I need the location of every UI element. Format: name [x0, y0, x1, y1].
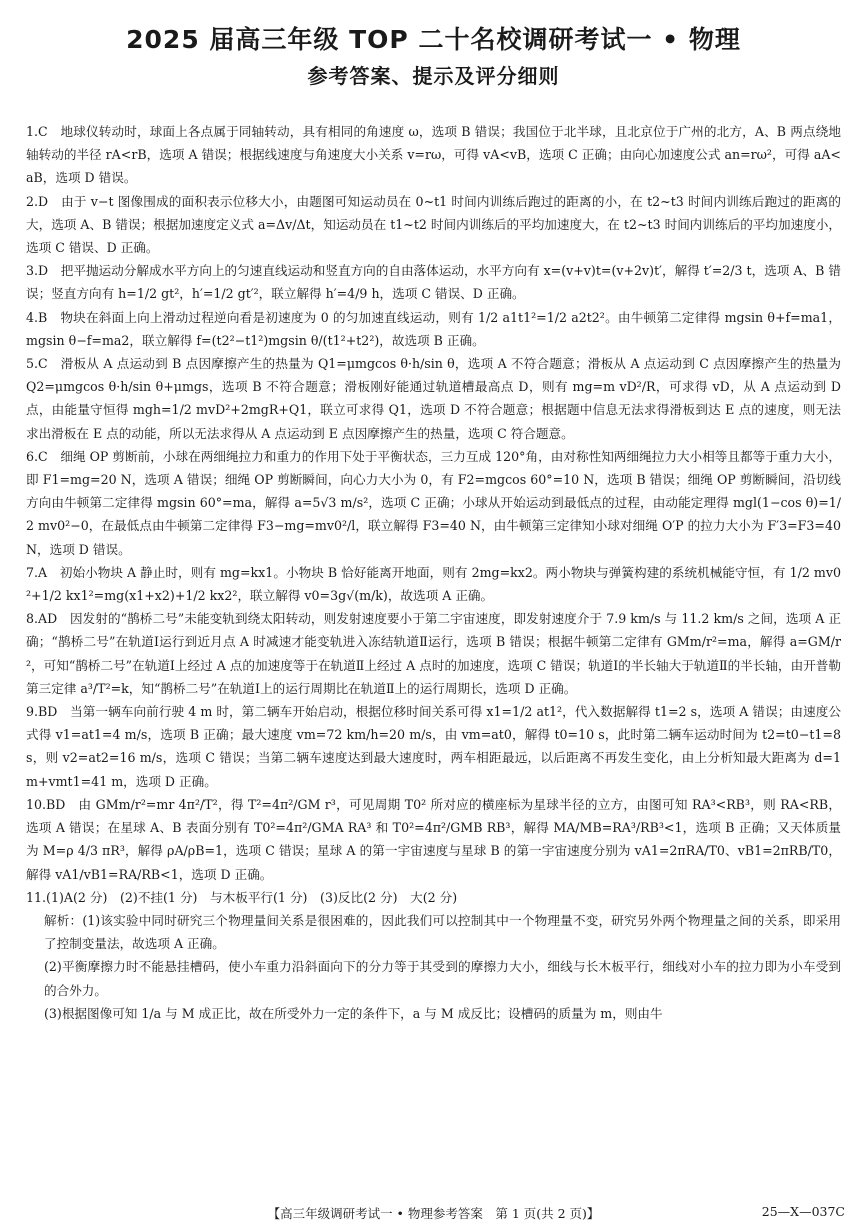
- item-number: 10.: [26, 796, 47, 812]
- item-answer: C: [38, 448, 48, 464]
- answer-item-1: [26, 120, 841, 190]
- item-number: 7.: [26, 564, 39, 580]
- answer-item-4: [26, 306, 841, 352]
- item-explanation: 地球仪转动时，球面上各点属于同轴转动，具有相同的角速度 ω，选项 B 错误；我国位于北半球，且北京位于广州的北方，A、B 两点绕地轴转动的半径 rA<rB，选项 A 错误；根据线速度与角速度大小关系 v=rω，可得 vA<vB，选项 C 正确；由向心加速度公式 an=rω²，可得 aA<aB，选项 D 错误。: [26, 124, 841, 186]
- answer-item-10: [26, 793, 841, 886]
- item-answer: B: [38, 309, 48, 325]
- item-number: 2.: [26, 193, 39, 209]
- answer-item-3: [26, 259, 841, 305]
- item-number: 4.: [26, 309, 39, 325]
- item-number: 5.: [26, 356, 39, 372]
- answer-item-9: [26, 700, 841, 793]
- item-11-analysis-3: (3)根据图像可知 1/a 与 M 成正比，故在所受外力一定的条件下，a 与 M 成反比；设槽码的质量为 m，则由牛: [44, 1005, 663, 1021]
- item-number: 9.: [26, 704, 39, 720]
- item-explanation: 初始小物块 A 静止时，则有 mg=kx1。小物块 B 恰好能离开地面，则有 2mg=kx2。两小物块与弹簧构建的系统机械能守恒，有 1/2 mv0²+1/2 kx1²=mg(x1+x2)+1/2 kx2²，联立解得 v0=3g√(m/k)，故选项 A 正确。: [26, 564, 841, 604]
- item-answer: BD: [38, 704, 58, 720]
- item-explanation: 物块在斜面上向上滑动过程逆向看是初速度为 0 的匀加速直线运动，则有 1/2 a1t1²=1/2 a2t2²。由牛顿第二定律得 mgsin θ+f=ma1，mgsin θ−f=ma2，联立解得 f=(t2²−t1²)mgsin θ/(t1²+t2²)，故选项 B 正确。: [26, 309, 842, 348]
- answer-item-8: [26, 607, 841, 700]
- page-subtitle: 参考答案、提示及评分细则: [307, 64, 560, 88]
- item-explanation: 由 GMm/r²=mr 4π²/T²，得 T²=4π²/GM r³，可见周期 T0² 所对应的横座标为星球半径的立方，由图可知 RA³<RB³，则 RA<RB，选项 A 错误；在星球 A、B 表面分别有 T0²=4π²/GMA RA³ 和 T0²=4π²/GMB RB³，解得 MA/MB=RA³/RB³<1，选项 B 正确；又天体质量为 M=ρ 4/3 πR³，解得 ρA/ρB=1，选项 C 错误；星球 A 的第一宇宙速度与星球 B 的第一宇宙速度分别为 vA1=2πRA/T0、vB1=2πRB/T0，解得 vA1/vB1=RA/RB<1，选项 D 正确。: [26, 796, 841, 882]
- answer-item-5: [26, 352, 841, 445]
- item-explanation: 细绳 OP 剪断前，小球在两细绳拉力和重力的作用下处于平衡状态，三力互成 120°角，由对称性知两细绳拉力大小相等且都等于重力大小，即 F1=mg=20 N，选项 A 错误；细绳 OP 剪断瞬间，向心力大小为 0，有 F2=mgcos 60°=10 N，选项 B 错误；细绳 OP 剪断瞬间，沿切线方向由牛顿第二定律得 mgsin 60°=ma，解得 a=5√3 m/s²，选项 C 正确；小球从开始运动到最低点的过程，由动能定理得 mgl(1−cos θ)=1/2 mv0²−0，在最低点由牛顿第二定律得 F3−mg=mv0²/l，联立解得 F3=40 N，由牛顿第三定律知小球对细绳 O′P 的拉力大小为 F′3=F3=40 N，选项 D 错误。: [26, 448, 841, 557]
- footer-page-info: 【高三年级调研考试一 • 物理参考答案 第 1 页(共 2 页)】: [267, 1206, 600, 1221]
- answer-item-7: [26, 561, 841, 607]
- page-title: 2025 届高三年级 TOP 二十名校调研考试一 • 物理: [126, 25, 741, 54]
- item-number: 11.: [26, 889, 47, 905]
- item-explanation: 因发射的“鹊桥二号”未能变轨到绕太阳转动，则发射速度要小于第二宇宙速度，即发射速度介于 7.9 km/s 与 11.2 km/s 之间，选项 A 正确；“鹊桥二号”在轨道Ⅰ运行到近月点 A 时减速才能变轨进入冻结轨道Ⅱ运行，选项 B 错误；根据牛顿第二定律有 GMm/r²=ma，解得 a=GM/r²，可知“鹊桥二号”在轨道Ⅰ上经过 A 点的加速度等于在轨道Ⅱ上经过 A 点时的加速度，选项 C 错误；轨道Ⅰ的半长轴大于轨道Ⅱ的半长轴，由开普勒第三定律 a³/T²=k，知“鹊桥二号”在轨道Ⅰ上的运行周期比在轨道Ⅱ上的运行周期长，选项 D 正确。: [26, 611, 842, 696]
- answer-body: [26, 120, 841, 1025]
- item-answer: BD: [46, 796, 66, 812]
- answer-item-6: [26, 445, 841, 561]
- answer-item-11: [26, 886, 841, 909]
- footer-code: 25—X—037C: [761, 1204, 845, 1219]
- item-answer: C: [38, 124, 48, 139]
- item-answers: (1)A(2 分) (2)不挂(1 分) 与木板平行(1 分) (3)反比(2 分) 大(2 分): [46, 889, 458, 905]
- item-number: 8.: [26, 611, 39, 627]
- item-explanation: 当第一辆车向前行驶 4 m 时，第二辆车开始启动，根据位移时间关系可得 x1=1/2 at1²，代入数据解得 t1=2 s，选项 A 错误；由速度公式得 v1=at1=4 m/s，选项 B 正确；最大速度 vm=72 km/h=20 m/s，由 vm=at0，解得 t0=10 s，此时第二辆车运动时间为 t2=t0−t1=8 s，则 v2=at2=16 m/s，选项 C 错误；当第二辆车速度达到最大速度时，两车相距最远，以后距离不再发生变化，由上分析知最大距离为 d=1 m+vmt1=41 m，选项 D 正确。: [26, 704, 842, 789]
- item-explanation: 滑板从 A 点运动到 B 点因摩擦产生的热量为 Q1=μmgcos θ·h/sin θ，选项 A 不符合题意；滑板从 A 点运动到 C 点因摩擦产生的热量为 Q2=μmgcos θ·h/sin θ+μmgs，选项 B 不符合题意；滑板刚好能通过轨道槽最高点 D，则有 mg=m vD²/R，可求得 vD，从 A 点运动到 D 点，由能量守恒得 mgh=1/2 mvD²+2mgR+Q1，联立可求得 Q1，选项 D 不符合题意；根据题中信息无法求得滑板到达 E 点的速度，则无法求出滑板在 E 点的动能，所以无法求得从 A 点运动到 E 点因摩擦产生的热量，选项 C 符合题意。: [26, 356, 841, 441]
- item-answer: AD: [38, 611, 58, 627]
- item-number: 3.: [26, 263, 39, 279]
- item-explanation: 把平抛运动分解成水平方向上的匀速直线运动和竖直方向的自由落体运动，水平方向有 x=(v+v)t=(v+2v)t′，解得 t′=2/3 t，选项 A、B 错误；竖直方向有 h=1/2 gt²，h′=1/2 gt′²，联立解得 h′=4/9 h，选项 C 错误、D 正确。: [26, 263, 841, 302]
- answer-item-2: [26, 190, 841, 260]
- item-explanation: 由于 v−t 图像围成的面积表示位移大小，由题图可知运动员在 0~t1 时间内训练后跑过的距离的小，在 t2~t3 时间内训练后跑过的距离的大，选项 A、B 错误；根据加速度定义式 a=Δv/Δt，知运动员在 t1~t2 时间内训练后的平均加速度大，在 t2~t3 时间内训练后的平均加速度小，选项 C 错误、D 正确。: [26, 193, 842, 256]
- item-number: 6.: [26, 448, 39, 464]
- item-answer: D: [38, 193, 49, 209]
- item-11-analysis-1: 解析：(1)该实验中同时研究三个物理量间关系是很困难的，因此我们可以控制其中一个物理量不变，研究另外两个物理量之间的关系，即采用了控制变量法，故选项 A 正确。: [44, 912, 841, 952]
- item-answer: D: [38, 263, 49, 279]
- item-answer: C: [38, 356, 48, 372]
- item-number: 1.: [26, 124, 39, 139]
- item-11-analysis-2: (2)平衡摩擦力时不能悬挂槽码，使小车重力沿斜面向下的分力等于其受到的摩擦力大小，细线与长木板平行，细线对小车的拉力即为小车受到的合外力。: [44, 959, 841, 998]
- item-answer: A: [38, 564, 48, 580]
